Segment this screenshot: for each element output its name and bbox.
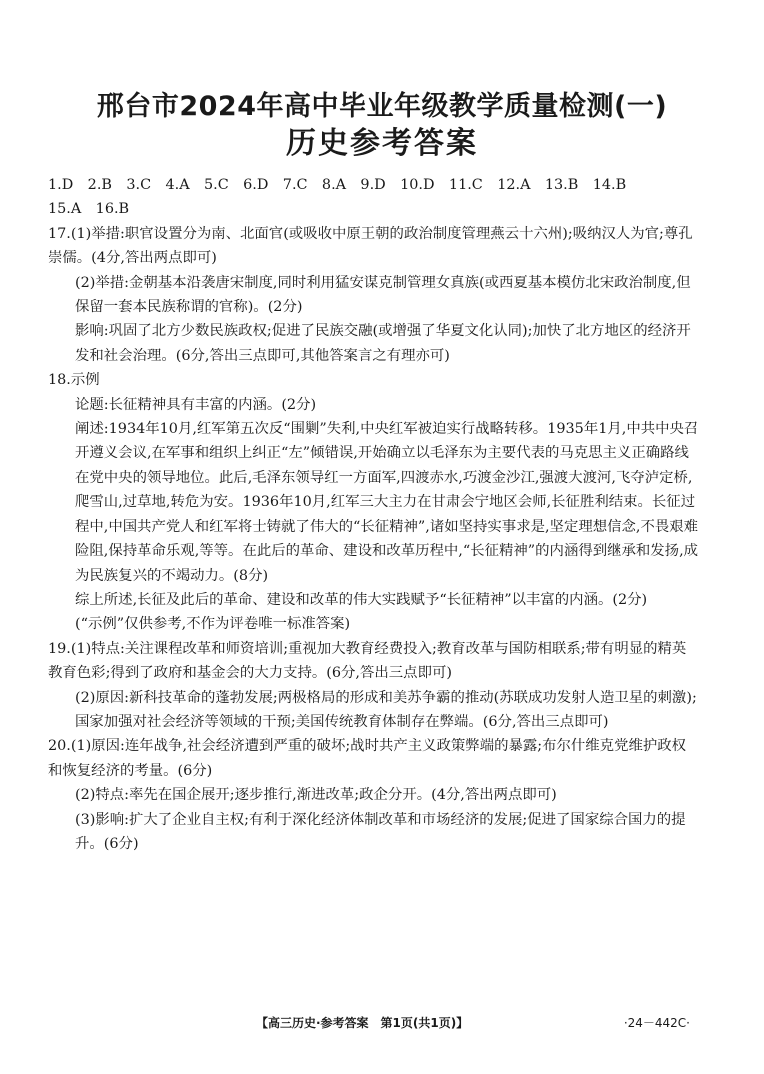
choice-answers-row-1: 1.D 2.B 3.C 4.A 5.C 6.D 7.C 8.A 9.D 10.D 11.C 12.A 13.B 14.B	[48, 177, 627, 193]
q18-note: (“示例”仅供参考,不作为评卷唯一标准答案)	[75, 616, 351, 633]
page-footer	[0, 1014, 764, 1034]
footer-page-label: 【高三历史·参考答案 第1页(共1页)】	[256, 1016, 469, 1030]
answer-content	[48, 173, 700, 856]
q18-conclusion: 综上所述,长征及此后的革命、建设和改革的伟大实践赋予“长征精神”以丰富的内涵。(2分)	[75, 591, 648, 608]
q17-part2: (2)举措:金朝基本沿袭唐宋制度,同时利用猛安谋克制管理女真族(或西夏基本模仿北宋政治制度,但保留一套本民族称谓的官称)。(2分)	[75, 274, 691, 316]
q19-part2: (2)原因:新科技革命的蓬勃发展;两极格局的形成和美苏争霸的推动(苏联成功发射人造卫星的刺激);国家加强对社会经济等领域的干预;美国传统教育体制存在弊端。(6分,答出三点即可)	[75, 689, 697, 730]
q18-thesis: 论题:长征精神具有丰富的内涵。(2分)	[75, 396, 317, 413]
q20-part1: 20.(1)原因:连年战争,社会经济遭到严重的破坏;战时共产主义政策弊端的暴露;布尔什维克党维护政权和恢复经济的考量。(6分)	[48, 738, 687, 779]
q17-impact: 影响:巩固了北方少数民族政权;促进了民族交融(或增强了华夏文化认同);加快了北方地区的经济开发和社会治理。(6分,答出三点即可,其他答案言之有理亦可)	[75, 323, 691, 364]
document-title: 邢台市2024年高中毕业年级教学质量检测(一)	[96, 91, 668, 122]
document-subtitle: 历史参考答案	[286, 126, 478, 161]
q20-part3: (3)影响:扩大了企业自主权;有利于深化经济体制改革和市场经济的发展;促进了国家综合国力的提升。(6分)	[75, 811, 686, 852]
footer-code: ·24－442C·	[623, 1016, 690, 1030]
q19-part1: 19.(1)特点:关注课程改革和师资培训;重视加大教育经费投入;教育改革与国防相联系;带有明显的精英教育色彩;得到了政府和基金会的大力支持。(6分,答出三点即可)	[48, 640, 687, 682]
q18-elaboration: 阐述:1934年10月,红军第五次反“围剿”失利,中央红军被迫实行战略转移。1935年1月,中共中央召开遵义会议,在军事和组织上纠正“左”倾错误,开始确立以毛泽东为主要代表的马克思主义正确路线在党中央的领导地位。此后,毛泽东领导红一方面军,四渡赤水,巧渡金沙江,强渡大渡河,飞夺泸定桥,爬雪山,过草地,转危为安。1936年10月,红军三大主力在甘肃会宁地区会师,长征胜利结束。长征过程中,中国共产党人和红军将士铸就了伟大的“长征精神”,诸如坚持实事求是,坚定理想信念,不畏艰难险阻,保持革命乐观,等等。在此后的革命、建设和改革历程中,“长征精神”的内涵得到继承和发扬,成为民族复兴的不竭动力。(8分)	[75, 421, 699, 584]
choice-answers-row-2: 15.A 16.B	[48, 201, 130, 218]
q17-part1: 17.(1)举措:职官设置分为南、北面官(或吸收中原王朝的政治制度管理燕云十六州);吸纳汉人为官;尊孔崇儒。(4分,答出两点即可)	[48, 225, 693, 267]
q20-part2: (2)特点:率先在国企展开;逐步推行,渐进改革;政企分开。(4分,答出两点即可)	[75, 787, 557, 804]
q18-heading: 18.示例	[48, 372, 100, 389]
